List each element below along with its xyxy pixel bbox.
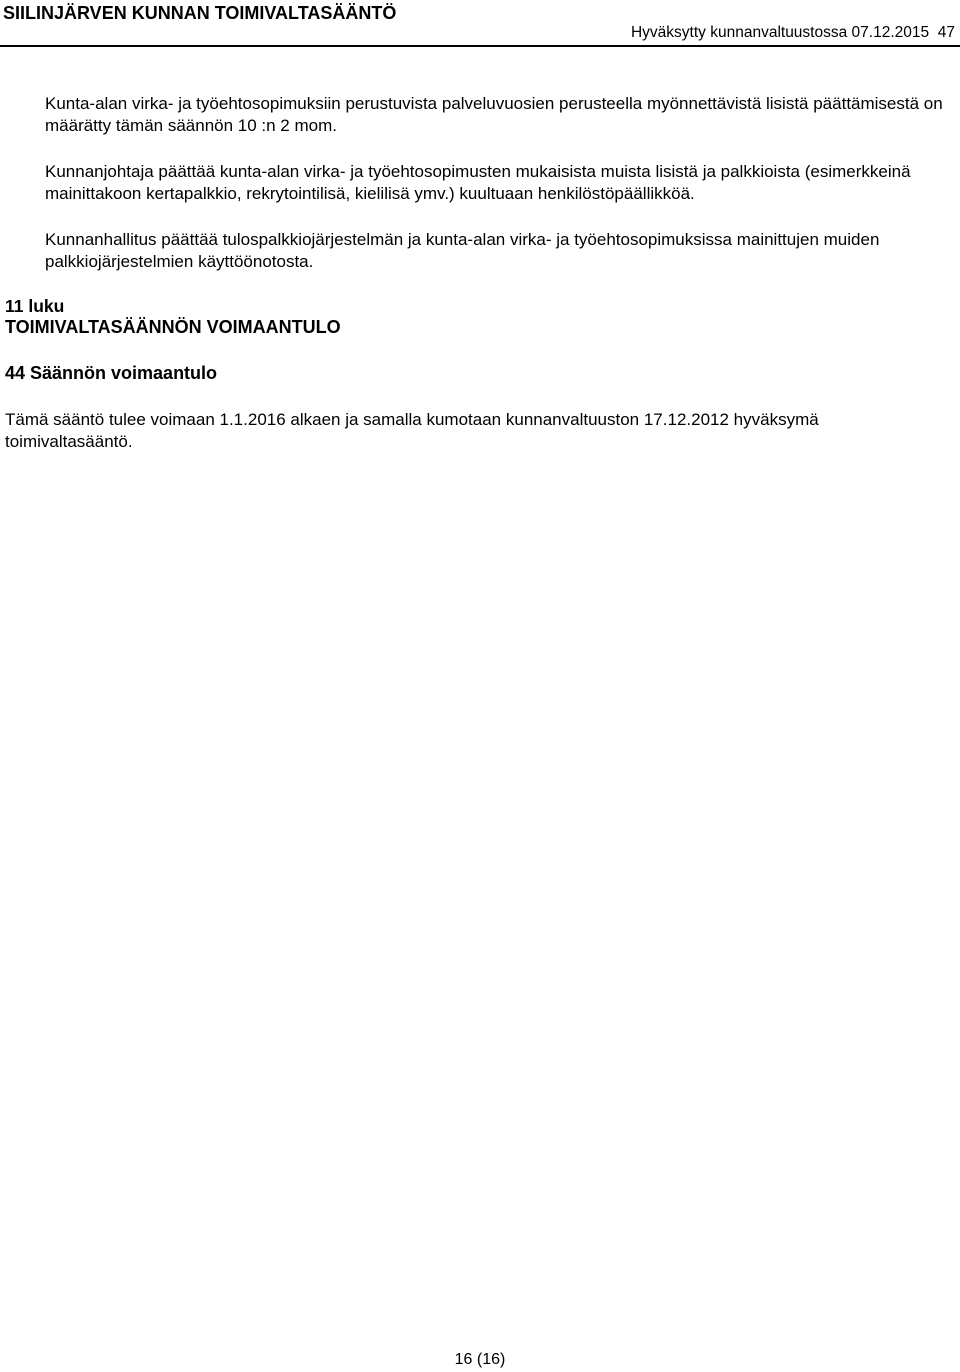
approval-info (631, 24, 955, 42)
paragraph-mayor-decisions: Kunnanjohtaja päättää kunta-alan virka- ja työehtosopimusten mukaisista muista lisistä ja palkkioista (esimerkkeinä mainittakoon kertapalkkio, rekrytointilisä, kielilisä ymv.) kuultuaan henkilöstöpäällikköä. (45, 162, 911, 203)
document-title: SIILINJÄRVEN KUNNAN TOIMIVALTASÄÄNTÖ (3, 3, 397, 23)
approval-text: Hyväksytty kunnanvaltuustossa 07.12.2015 (630, 24, 930, 41)
chapter-number: 11 luku (5, 296, 65, 316)
paragraph-service-years: Kunta-alan virka- ja työehtosopimuksiin perustuvista palveluvuosien perusteella myönnettävistä lisistä päättämisestä on määrätty tämän säännön 10 :n 2 mom. (45, 94, 943, 135)
chapter-title: TOIMIVALTASÄÄNNÖN VOIMAANTULO (5, 317, 341, 337)
section-heading: 44 Säännön voimaantulo (5, 363, 218, 383)
header-section-number: 47 (937, 24, 955, 41)
header-divider (0, 45, 960, 47)
paragraph-entry-into-force: Tämä sääntö tulee voimaan 1.1.2016 alkaen ja samalla kumotaan kunnanvaltuuston 17.12.2012 hyväksymä toimivaltasääntö. (5, 410, 819, 451)
paragraph-board-decisions: Kunnanhallitus päättää tulospalkkiojärjestelmän ja kunta-alan virka- ja työehtosopimuksissa mainittujen muiden palkkiojärjestelmien käyttöönotosta. (45, 230, 880, 271)
page-indicator: 16 (16) (454, 1351, 506, 1368)
